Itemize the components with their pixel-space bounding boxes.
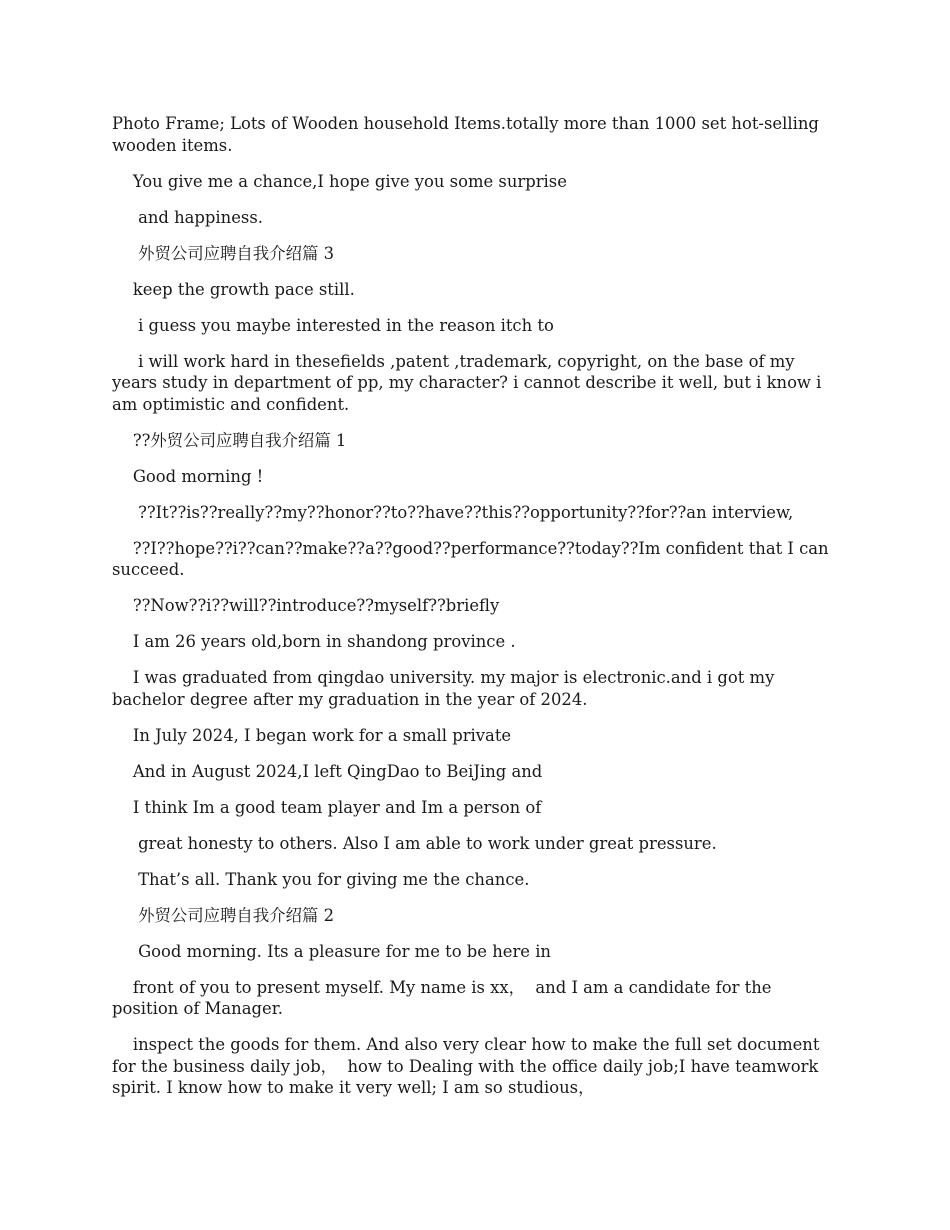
paragraph: i guess you maybe interested in the reason itch to xyxy=(112,315,554,335)
section-heading: 外贸公司应聘自我介绍篇 3 xyxy=(112,243,334,263)
paragraph: ??Now??i??will??introduce??myself??briefly xyxy=(112,596,500,615)
paragraph: You give me a chance,I hope give you some surprise xyxy=(112,171,567,191)
paragraph: great honesty to others. Also I am able to work under great pressure. xyxy=(112,833,717,853)
paragraph: ??It??is??really??my??honor??to??have??this??opportunity??for??an interview, xyxy=(112,502,794,522)
paragraph: Good morning. Its a pleasure for me to be here in xyxy=(112,941,551,961)
paragraph: I think Im a good team player and Im a person of xyxy=(112,797,542,817)
paragraph: front of you to present myself. My name is xx， and I am a candidate for the position of Manager. xyxy=(112,977,777,1018)
paragraph: In July 2024, I began work for a small private xyxy=(112,725,512,745)
document-body xyxy=(112,113,842,1113)
paragraph: That’s all. Thank you for giving me the chance. xyxy=(112,869,530,889)
paragraph: and happiness. xyxy=(112,207,263,227)
section-heading: 外贸公司应聘自我介绍篇 2 xyxy=(112,905,334,925)
section-heading: ??外贸公司应聘自我介绍篇 1 xyxy=(112,430,347,450)
paragraph: I was graduated from qingdao university. my major is electronic.and i got my bachelor degree after my graduation in the year of 2024. xyxy=(112,668,780,709)
paragraph: inspect the goods for them. And also very clear how to make the full set document for the business daily job， how to Dealing with the office daily job;I have teamwork spirit. I know how to make it very well; I am so studious， xyxy=(112,1035,825,1097)
paragraph: Photo Frame; Lots of Wooden household Items.totally more than 1000 set hot-selling wooden items. xyxy=(112,114,825,155)
paragraph: i will work hard in thesefields ,patent ,trademark, copyright, on the base of my years study in department of pp, my character? i cannot describe it well, but i know i am optimistic and confident. xyxy=(112,351,827,414)
paragraph: ??I??hope??i??can??make??a??good??performance??today??Im confident that I can succeed. xyxy=(112,538,834,579)
paragraph: And in August 2024,I left QingDao to BeiJing and xyxy=(112,761,543,781)
paragraph: I am 26 years old,born in shandong province . xyxy=(112,632,516,651)
paragraph: keep the growth pace still. xyxy=(112,279,355,299)
paragraph: Good morning ! xyxy=(112,466,264,486)
